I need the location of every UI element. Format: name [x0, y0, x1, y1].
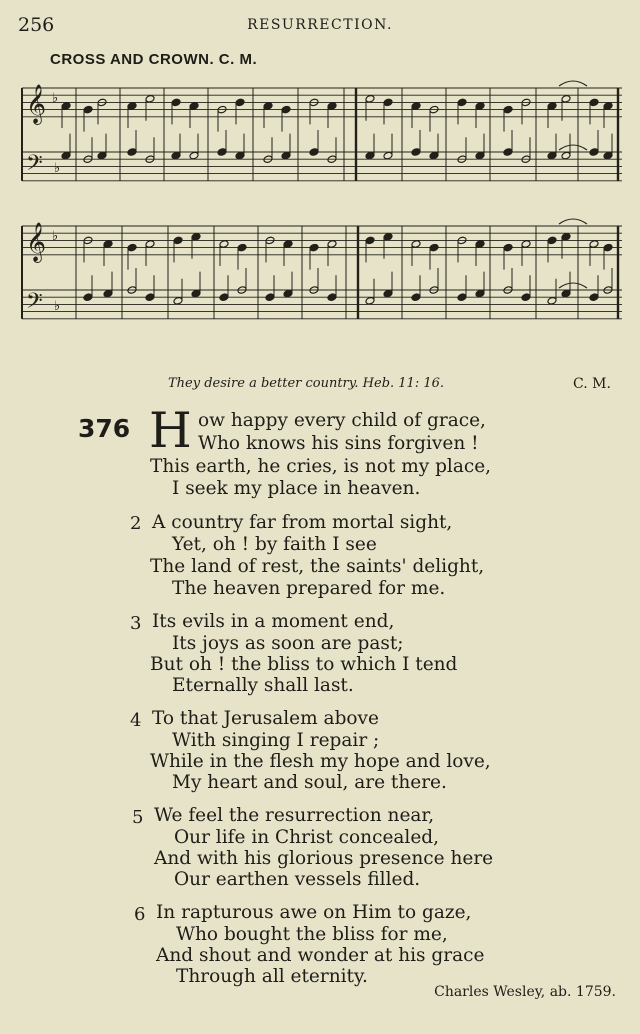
verse-1-line-1: ow happy every child of grace, [198, 410, 486, 431]
note-head [83, 105, 93, 114]
note-head [127, 243, 137, 252]
note-head [219, 293, 229, 302]
verse-4-line-2: With singing I repair ; [172, 730, 380, 751]
drop-cap: H [149, 402, 192, 459]
verse-6-line-3: And shout and wonder at his grace [156, 945, 485, 966]
note-head [589, 148, 599, 157]
note-head [189, 102, 199, 111]
note-head [281, 105, 291, 114]
verse-4-line-4: My heart and soul, are there. [172, 772, 447, 793]
note-head [171, 98, 181, 107]
bass-clef-icon: 𝄢 [26, 289, 43, 319]
verse-2-line-4: The heaven prepared for me. [172, 578, 446, 599]
author-attribution: Charles Wesley, ab. 1759. [434, 984, 616, 1000]
verse-2-line-3: The land of rest, the saints' delight, [150, 556, 485, 577]
verse-6-line-1: In rapturous awe on Him to gaze, [156, 902, 472, 923]
note-head [383, 98, 393, 107]
note-head [145, 293, 155, 302]
note-head [61, 151, 71, 160]
note-head [327, 102, 337, 111]
treble-clef-icon: 𝄞 [26, 222, 47, 262]
note-head [547, 102, 557, 111]
verse-6-line-2: Who bought the bliss for me, [176, 924, 448, 945]
note-head [365, 151, 375, 160]
note-head [589, 293, 599, 302]
note-head [547, 151, 557, 160]
flat-sign-icon: ♭ [54, 299, 61, 314]
note-head [589, 240, 599, 249]
flat-sign-icon: ♭ [52, 91, 59, 106]
note-head [475, 151, 485, 160]
fermata-icon [559, 219, 587, 224]
note-head [61, 102, 71, 111]
fermata-icon [559, 145, 587, 150]
note-head [235, 151, 245, 160]
note-head [283, 289, 293, 298]
verse-2-line-1: A country far from mortal sight, [152, 512, 453, 533]
note-head [411, 102, 421, 111]
note-head [173, 236, 183, 245]
fermata-icon [559, 283, 587, 288]
verse-4-line-1: To that Jerusalem above [152, 708, 379, 729]
note-head [457, 293, 467, 302]
note-head [429, 243, 439, 252]
note-head [127, 148, 137, 157]
note-head [263, 102, 273, 111]
note-head [365, 95, 375, 104]
note-head [603, 243, 613, 252]
note-head [383, 289, 393, 298]
note-head [281, 151, 291, 160]
note-head [475, 240, 485, 249]
flat-sign-icon: ♭ [52, 229, 59, 244]
note-head [327, 293, 337, 302]
verse-5-number: 5 [132, 807, 144, 828]
note-head [145, 240, 155, 249]
note-head [603, 151, 613, 160]
note-head [235, 98, 245, 107]
note-head [217, 148, 227, 157]
note-head [103, 289, 113, 298]
note-head [191, 289, 201, 298]
note-head [237, 243, 247, 252]
note-head [365, 297, 375, 306]
note-head [265, 293, 275, 302]
note-head [503, 105, 513, 114]
note-head [145, 95, 155, 104]
note-head [383, 233, 393, 242]
verse-3-line-1: Its evils in a moment end, [152, 611, 395, 632]
note-head [411, 293, 421, 302]
verse-2-number: 2 [130, 513, 142, 534]
verse-5-line-4: Our earthen vessels filled. [174, 869, 421, 890]
verse-6-line-4: Through all eternity. [176, 966, 368, 987]
note-head [283, 240, 293, 249]
note-head [327, 240, 337, 249]
note-head [561, 151, 571, 160]
page-number: 256 [18, 14, 55, 36]
meter-label: C. M. [573, 376, 611, 392]
fermata-icon [559, 81, 587, 86]
verse-4-number: 4 [130, 710, 142, 731]
note-head [219, 240, 229, 249]
note-head [365, 236, 375, 245]
verse-5-line-1: We feel the resurrection near, [154, 805, 435, 826]
verse-3-number: 3 [130, 613, 142, 634]
music-score [18, 74, 630, 360]
note-head [561, 233, 571, 242]
note-head [83, 293, 93, 302]
note-head [603, 102, 613, 111]
note-head [309, 148, 319, 157]
note-head [173, 297, 183, 306]
treble-clef-icon: 𝄞 [26, 84, 47, 124]
note-head [503, 243, 513, 252]
verse-1-line-4: I seek my place in heaven. [172, 478, 421, 499]
note-head [547, 297, 557, 306]
note-head [429, 151, 439, 160]
note-head [411, 240, 421, 249]
verse-3-line-3: But oh ! the bliss to which I tend [150, 654, 458, 675]
verse-1-line-2: Who knows his sins forgiven ! [198, 433, 479, 454]
verse-5-line-3: And with his glorious presence here [154, 848, 494, 869]
note-head [561, 289, 571, 298]
note-head [383, 151, 393, 160]
verse-5-line-2: Our life in Christ concealed, [174, 827, 440, 848]
note-head [411, 148, 421, 157]
flat-sign-icon: ♭ [54, 161, 61, 176]
note-head [457, 98, 467, 107]
note-head [589, 98, 599, 107]
note-head [561, 95, 571, 104]
note-head [171, 151, 181, 160]
hymn-number: 376 [78, 414, 131, 443]
verse-3-line-2: Its joys as soon are past; [172, 633, 404, 654]
note-head [503, 148, 513, 157]
note-head [521, 240, 531, 249]
verse-4-line-3: While in the flesh my hope and love, [150, 751, 491, 772]
verse-6-number: 6 [134, 904, 146, 925]
note-head [547, 236, 557, 245]
note-head [475, 102, 485, 111]
tune-title: CROSS AND CROWN. C. M. [50, 51, 258, 68]
note-head [475, 289, 485, 298]
note-head [127, 102, 137, 111]
note-head [189, 151, 199, 160]
note-head [191, 233, 201, 242]
verse-3-line-4: Eternally shall last. [172, 675, 354, 696]
note-head [103, 240, 113, 249]
scripture-reference: They desire a better country. Heb. 11: 16. [168, 376, 445, 391]
verse-1-line-3: This earth, he cries, is not my place, [150, 456, 492, 477]
note-head [97, 151, 107, 160]
running-header: RESURRECTION. [247, 17, 393, 33]
verse-2-line-2: Yet, oh ! by faith I see [172, 534, 377, 555]
bass-clef-icon: 𝄢 [26, 151, 43, 181]
note-head [309, 243, 319, 252]
note-head [521, 293, 531, 302]
